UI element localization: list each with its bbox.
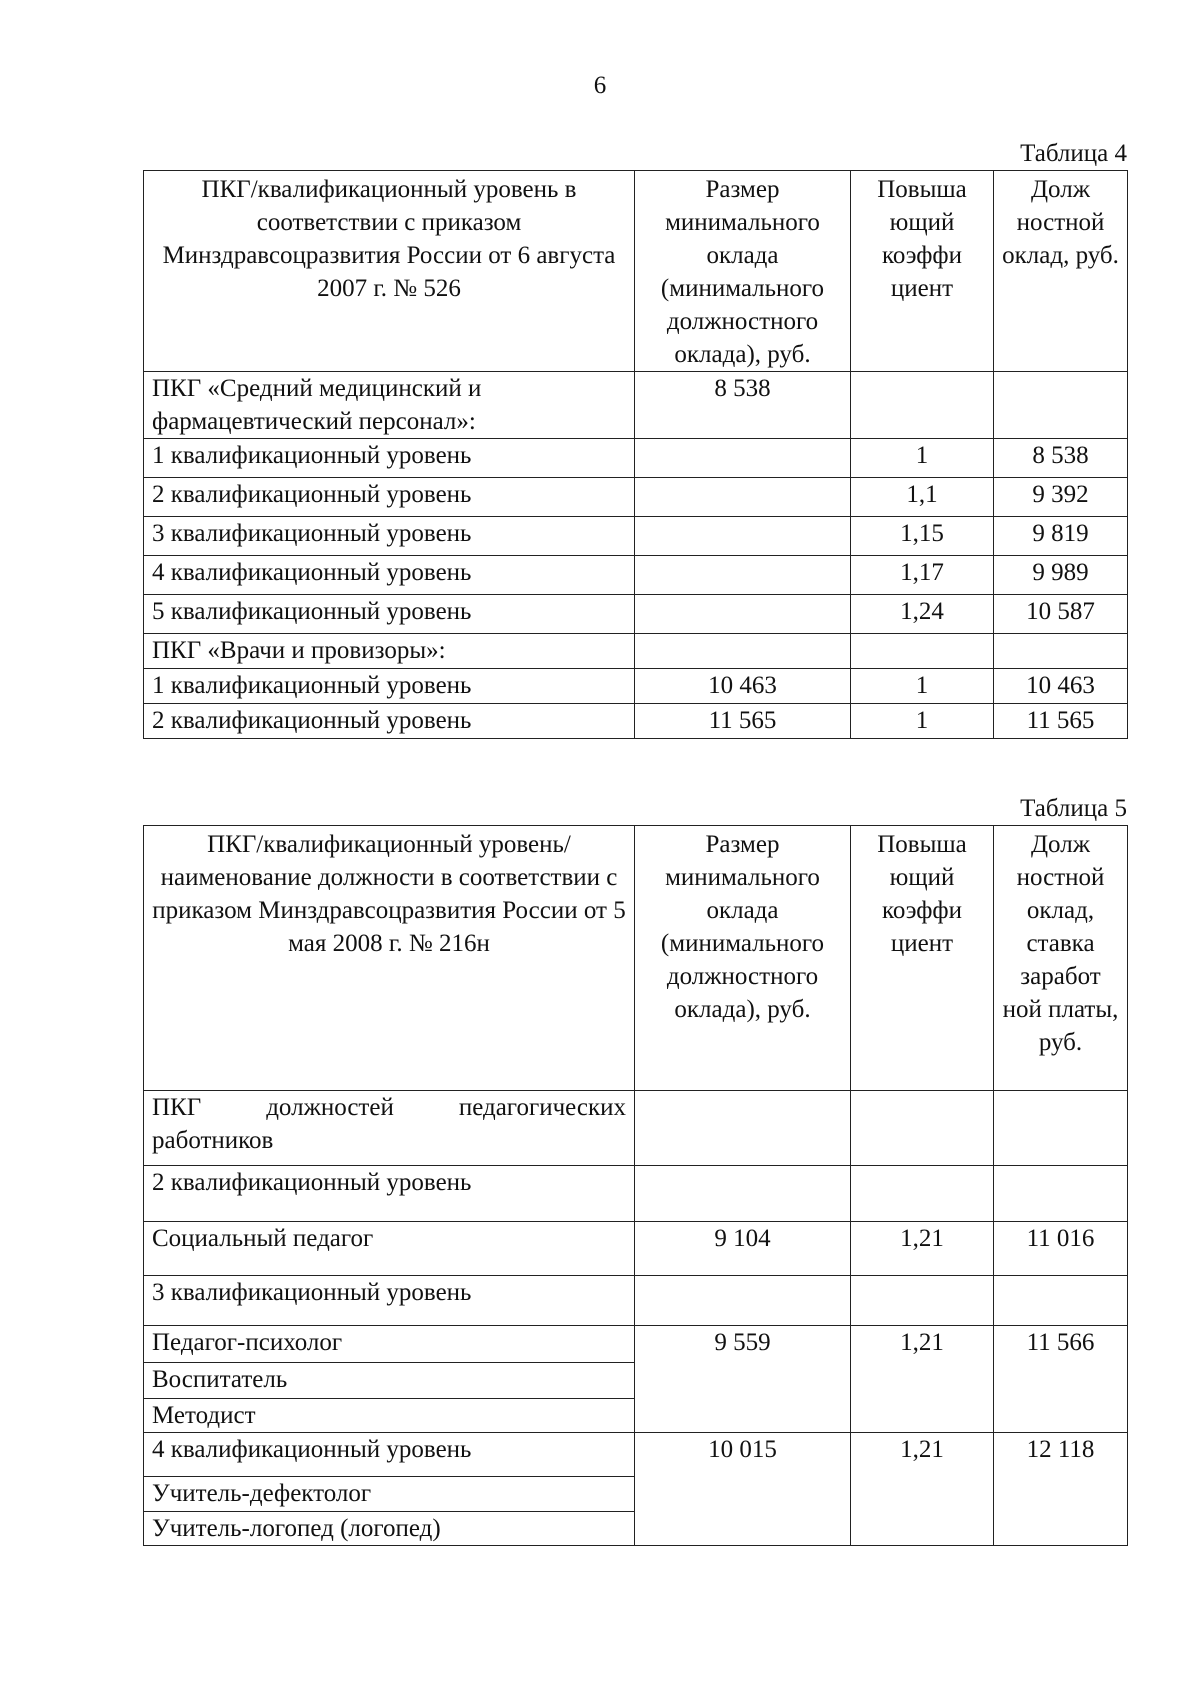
row-label: 4 квалификационный уровень: [144, 556, 635, 595]
empty-cell: [635, 478, 851, 517]
table-row-level: [144, 1166, 1128, 1222]
header-coefficient: Повыша ющий коэффи циент: [851, 171, 994, 372]
group-label-line-1: ПКГ должностей педагогических: [152, 1094, 626, 1121]
row-coefficient: 1,21: [851, 1326, 994, 1433]
empty-cell: [994, 1276, 1128, 1326]
row-label: 3 квалификационный уровень: [144, 517, 635, 556]
row-label: 5 квалификационный уровень: [144, 595, 635, 634]
position-label: Учитель-логопед (логопед): [144, 1512, 635, 1546]
group-label-line-2: работников: [152, 1127, 274, 1154]
empty-cell: [635, 1091, 851, 1166]
empty-cell: [635, 634, 851, 669]
row-salary: 9 392: [994, 478, 1128, 517]
row-label: 1 квалификационный уровень: [144, 439, 635, 478]
row-coefficient: 1,24: [851, 595, 994, 634]
row-min-salary: 9 559: [635, 1326, 851, 1433]
empty-cell: [851, 372, 994, 439]
header-official-salary: Долж ностной оклад, руб.: [994, 171, 1128, 372]
position-label: Педагог-психолог: [144, 1326, 635, 1363]
empty-cell: [851, 1091, 994, 1166]
empty-cell: [635, 595, 851, 634]
row-label: 2 квалификационный уровень: [144, 478, 635, 517]
empty-cell: [994, 1166, 1128, 1222]
table-row: [144, 1326, 1128, 1363]
table-row: [144, 595, 1128, 634]
row-salary: 11 565: [994, 704, 1128, 739]
empty-cell: [851, 634, 994, 669]
header-pkg-level: ПКГ/квалификационный уровень в соответствии с приказом Минздравсоцразвития России от 6 августа 2007 г. № 526: [144, 171, 635, 372]
empty-cell: [994, 1091, 1128, 1166]
empty-cell: [994, 634, 1128, 669]
row-coefficient: 1,1: [851, 478, 994, 517]
level-label: 3 квалификационный уровень: [144, 1276, 635, 1326]
row-min-salary: 10 015: [635, 1433, 851, 1546]
row-salary: 9 989: [994, 556, 1128, 595]
table-5-caption: Таблица 5: [1020, 795, 1127, 822]
empty-cell: [635, 439, 851, 478]
row-min-salary: 9 104: [635, 1222, 851, 1276]
group-label: ПКГ «Средний медицинский и фармацевтический персонал»:: [144, 372, 635, 439]
table-row: [144, 556, 1128, 595]
table-4: [143, 170, 1128, 739]
position-label: Социальный педагог: [144, 1222, 635, 1276]
table-header-row: [144, 171, 1128, 372]
table-5: [143, 825, 1128, 1546]
table-row-group: [144, 372, 1128, 439]
table-row: [144, 439, 1128, 478]
row-salary: 11 566: [994, 1326, 1128, 1433]
group-label: ПКГ «Врачи и провизоры»:: [144, 634, 635, 669]
row-min-salary: 10 463: [635, 669, 851, 704]
header-coefficient: Повыша ющий коэффи циент: [851, 826, 994, 1091]
row-label: 2 квалификационный уровень: [144, 704, 635, 739]
table-header-row: [144, 826, 1128, 1091]
row-salary: 9 819: [994, 517, 1128, 556]
row-coefficient: 1,21: [851, 1433, 994, 1546]
group-label: [144, 1091, 635, 1166]
row-coefficient: 1: [851, 439, 994, 478]
table-row: [144, 704, 1128, 739]
header-pkg-level: ПКГ/квалификационный уровень/наименование должности в соответствии с приказом Минздравсоцразвития России от 5 мая 2008 г. № 216н: [144, 826, 635, 1091]
table-row: [144, 1222, 1128, 1276]
row-coefficient: 1,17: [851, 556, 994, 595]
row-coefficient: 1,15: [851, 517, 994, 556]
row-coefficient: 1: [851, 704, 994, 739]
position-label: Воспитатель: [144, 1363, 635, 1399]
header-min-salary: Размер минимального оклада (минимального должностного оклада), руб.: [635, 171, 851, 372]
empty-cell: [635, 1276, 851, 1326]
position-label: Методист: [144, 1399, 635, 1433]
header-official-salary: Долж ностной оклад, ставка заработ ной платы, руб.: [994, 826, 1128, 1091]
table-row: [144, 669, 1128, 704]
group-min-salary: 8 538: [635, 372, 851, 439]
empty-cell: [851, 1276, 994, 1326]
empty-cell: [994, 372, 1128, 439]
level-label: 4 квалификационный уровень: [144, 1433, 635, 1477]
row-min-salary: 11 565: [635, 704, 851, 739]
table-row-level: [144, 1276, 1128, 1326]
page-number: 6: [593, 72, 607, 99]
empty-cell: [635, 556, 851, 595]
row-salary: 8 538: [994, 439, 1128, 478]
row-salary: 11 016: [994, 1222, 1128, 1276]
row-salary: 12 118: [994, 1433, 1128, 1546]
row-salary: 10 587: [994, 595, 1128, 634]
table-4-caption: Таблица 4: [1020, 140, 1127, 167]
row-salary: 10 463: [994, 669, 1128, 704]
position-label: Учитель-дефектолог: [144, 1477, 635, 1512]
empty-cell: [635, 517, 851, 556]
row-coefficient: 1,21: [851, 1222, 994, 1276]
table-row: [144, 517, 1128, 556]
table-row-group: [144, 634, 1128, 669]
table-row: [144, 478, 1128, 517]
table-row-group: [144, 1091, 1128, 1166]
row-coefficient: 1: [851, 669, 994, 704]
level-label: 2 квалификационный уровень: [144, 1166, 635, 1222]
empty-cell: [635, 1166, 851, 1222]
row-label: 1 квалификационный уровень: [144, 669, 635, 704]
empty-cell: [851, 1166, 994, 1222]
header-min-salary: Размер минимального оклада (минимального должностного оклада), руб.: [635, 826, 851, 1091]
table-row-level: [144, 1433, 1128, 1477]
